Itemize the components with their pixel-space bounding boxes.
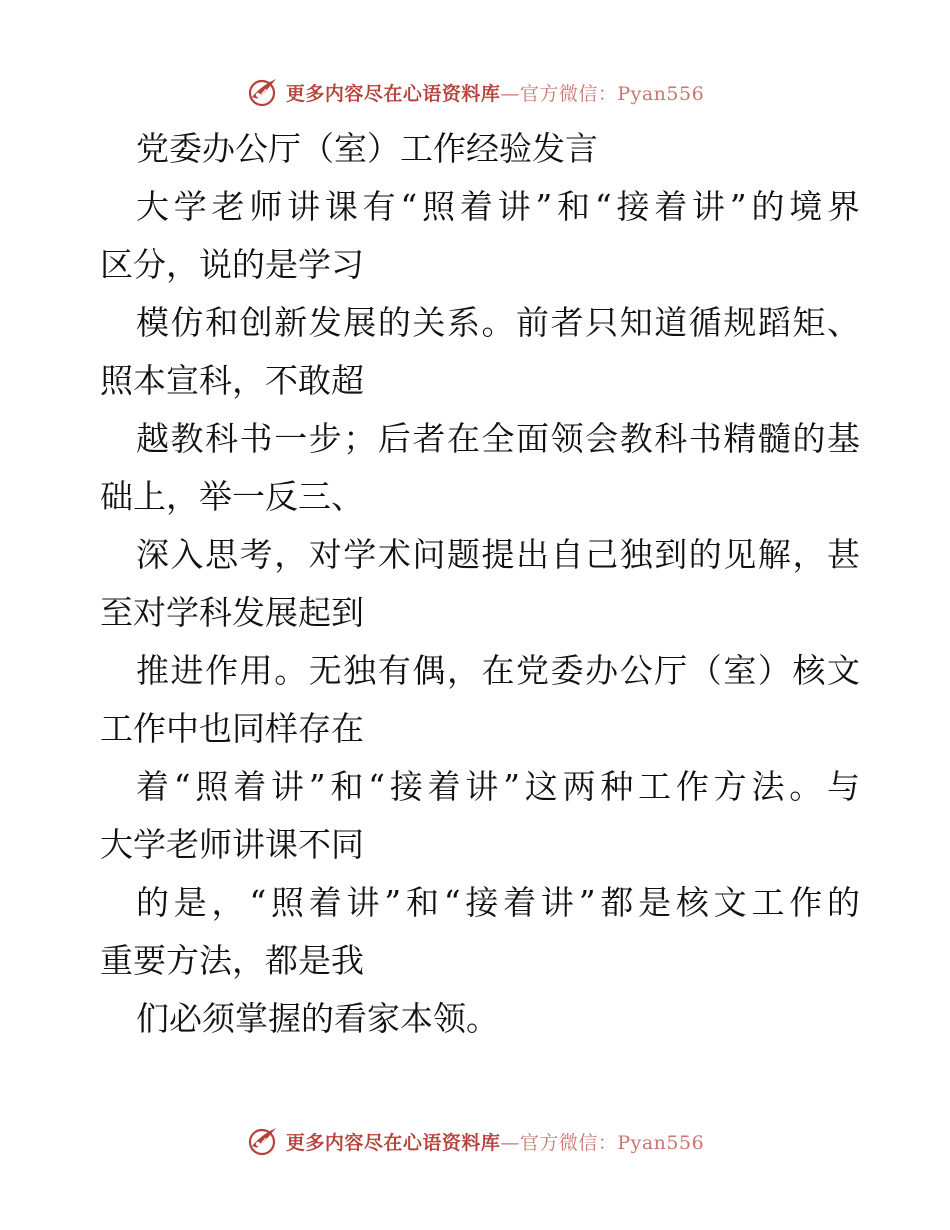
quill-logo-icon	[246, 75, 280, 109]
text-line: 模仿和创新发展的关系。前者只知道循规蹈矩、	[136, 303, 860, 342]
text-line: 越教科书一步；后者在全面领会教科书精髓的基	[136, 419, 860, 458]
paragraph-line	[100, 294, 860, 410]
text-line: 推进作用。无独有偶，在党委办公厅（室）核文	[136, 651, 860, 690]
document-title: 党委办公厅（室）工作经验发言	[136, 129, 598, 168]
text-line: 大学老师讲课有“照着讲”和“接着讲”的境界	[136, 187, 860, 226]
paragraph-line	[100, 178, 860, 294]
text-line: 大学老师讲课不同	[100, 825, 364, 864]
text-line: 至对学科发展起到	[100, 593, 364, 632]
text-line: 区分，说的是学习	[100, 245, 364, 284]
text-line: 着“照着讲”和“接着讲”这两种工作方法。与	[136, 767, 860, 806]
paragraph-line	[100, 526, 860, 642]
paragraph-last	[100, 990, 860, 1048]
paragraph-line	[100, 758, 860, 874]
document-body	[100, 120, 860, 1048]
text-line: 的是，“照着讲”和“接着讲”都是核文工作的	[136, 883, 860, 922]
text-line: 础上，举一反三、	[100, 477, 364, 516]
footer-watermark	[0, 1121, 950, 1161]
quill-logo-icon	[246, 1124, 280, 1158]
text-line: 工作中也同样存在	[100, 709, 364, 748]
paragraph-line	[100, 874, 860, 990]
paragraph-line	[100, 642, 860, 758]
text-line: 重要方法，都是我	[100, 941, 364, 980]
watermark-text: 更多内容尽在心语资料库—官方微信：Pyan556	[285, 1131, 705, 1154]
text-line: 照本宣科，不敢超	[100, 361, 364, 400]
text-line: 们必须掌握的看家本领。	[136, 999, 499, 1038]
text-line: 深入思考，对学术问题提出自己独到的见解，甚	[136, 535, 860, 574]
header-watermark	[0, 72, 950, 112]
watermark-text: 更多内容尽在心语资料库—官方微信：Pyan556	[285, 82, 705, 105]
paragraph-line	[100, 410, 860, 526]
